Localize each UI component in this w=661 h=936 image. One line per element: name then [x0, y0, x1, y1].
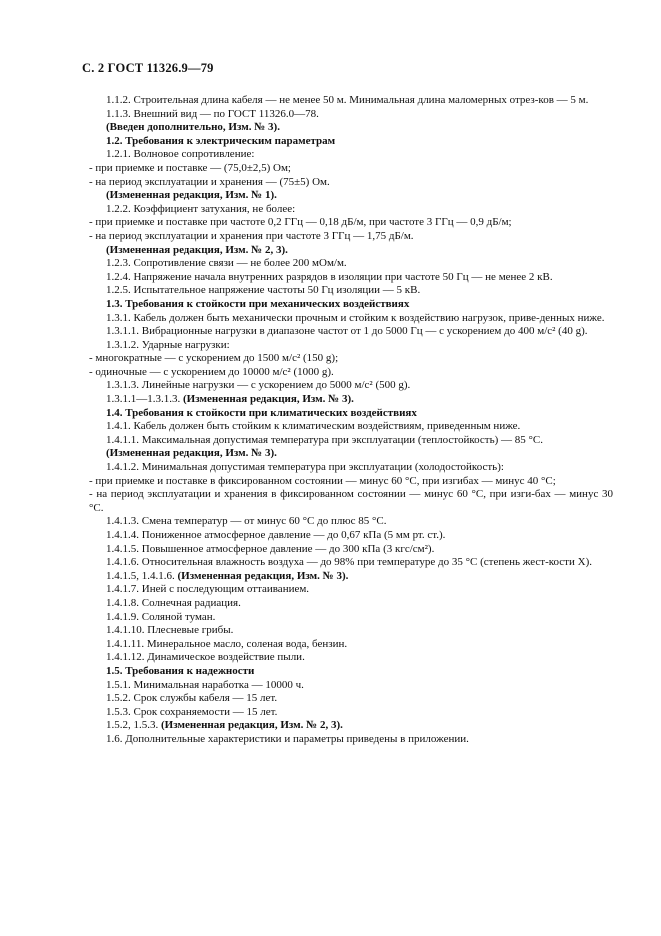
paragraph: 1.4.1.5, 1.4.1.6. (Измененная редакция, Изм. № 3).	[106, 569, 349, 582]
paragraph: 1.5.1. Минимальная наработка — 10000 ч.	[106, 678, 304, 691]
section-heading: 1.3. Требования к стойкости при механических воздействиях	[106, 297, 410, 310]
paragraph: 1.2.1. Волновое сопротивление:	[106, 148, 255, 161]
section-heading: (Измененная редакция, Изм. № 1).	[106, 189, 277, 202]
paragraph: - на период эксплуатации и хранения при частоте 3 ГГц — 1,75 дБ/м.	[89, 229, 414, 242]
amendment-note: (Измененная редакция, Изм. № 2, 3).	[161, 719, 343, 732]
paragraph: 1.4.1.6. Относительная влажность воздуха — до 98% при температуре до 35 °С (степень жест-кости X).	[106, 556, 592, 569]
paragraph: - одиночные — с ускорением до 10000 м/с² (1000 g).	[89, 365, 334, 378]
paragraph: - при приемке и поставке в фиксированном состоянии — минус 60 °С, при изгибах — минус 40 °С;	[89, 474, 556, 487]
paragraph: 1.4.1.9. Соляной туман.	[106, 610, 216, 623]
paragraph: 1.4.1.8. Солнечная радиация.	[106, 596, 241, 609]
paragraph: 1.4.1.1. Максимальная допустимая температура при эксплуатации (теплостойкость) — 85 °С.	[106, 433, 544, 446]
page-header: С. 2 ГОСТ 11326.9—79	[82, 61, 214, 75]
paragraph: 1.2.3. Сопротивление связи — не более 200 мОм/м.	[106, 257, 347, 270]
paragraph: 1.3.1.1. Вибрационные нагрузки в диапазоне частот от 1 до 5000 Гц — с ускорением до 400 м/с² (40 g).	[106, 325, 588, 338]
document-body	[89, 94, 613, 747]
paragraph: 1.4.1.2. Минимальная допустимая температура при эксплуатации (холодостойкость):	[106, 461, 504, 474]
paragraph: 1.2.5. Испытательное напряжение частоты 50 Гц изоляции — 5 кВ.	[106, 284, 421, 297]
paragraph: 1.3.1.1—1.3.1.3. (Измененная редакция, Изм. № 3).	[106, 393, 354, 406]
paragraph: 1.4.1.4. Пониженное атмосферное давление — до 0,67 кПа (5 мм рт. ст.).	[106, 529, 446, 541]
paragraph: - на период эксплуатации и хранения в фиксированном состоянии — минус 60 °С, при изги-бах — минус 30 °С.	[89, 488, 613, 514]
paragraph: - при приемке и поставке при частоте 0,2 ГГц — 0,18 дБ/м, при частоте 3 ГГц — 0,9 дБ/м;	[89, 216, 512, 229]
section-heading: 1.4. Требования к стойкости при климатических воздействиях	[106, 406, 417, 419]
paragraph: 1.4.1.10. Плесневые грибы.	[106, 624, 234, 637]
paragraph: 1.2.4. Напряжение начала внутренних разрядов в изоляции при частоте 50 Гц — не менее 2 кВ.	[106, 270, 553, 283]
paragraph: - при приемке и поставке — (75,0±2,5) Ом;	[89, 161, 291, 174]
paragraph: 1.1.3. Внешний вид — по ГОСТ 11326.0—78.	[106, 107, 319, 120]
paragraph: 1.5.2, 1.5.3. (Измененная редакция, Изм. № 2, 3).	[106, 719, 343, 732]
section-heading: 1.2. Требования к электрическим параметрам	[106, 134, 336, 147]
section-heading: (Введен дополнительно, Изм. № 3).	[106, 121, 280, 134]
paragraph: 1.5.2. Срок службы кабеля — 15 лет.	[106, 692, 278, 705]
paragraph: - многократные — с ускорением до 1500 м/с² (150 g);	[89, 352, 339, 365]
paragraph: 1.3.1.3. Линейные нагрузки — с ускорением до 5000 м/с² (500 g).	[106, 379, 411, 392]
section-heading: 1.5. Требования к надежности	[106, 664, 255, 677]
paragraph: 1.4.1.3. Смена температур — от минус 60 °С до плюс 85 °С.	[106, 515, 387, 528]
paragraph: 1.4.1.11. Минеральное масло, соленая вода, бензин.	[106, 637, 348, 650]
paragraph: 1.3.1. Кабель должен быть механически прочным и стойким к воздействию нагрузок, приве-денных ниже.	[106, 311, 605, 324]
amendment-note: (Измененная редакция, Изм. № 3).	[177, 569, 349, 582]
paragraph: 1.4.1.5. Повышенное атмосферное давление — до 300 кПа (3 кгс/см²).	[106, 542, 435, 555]
paragraph: 1.3.1.2. Ударные нагрузки:	[106, 338, 230, 351]
paragraph: 1.2.2. Коэффициент затухания, не более:	[106, 202, 296, 215]
paragraph: 1.5.3. Срок сохраняемости — 15 лет.	[106, 705, 278, 718]
paragraph: 1.1.2. Строительная длина кабеля — не менее 50 м. Минимальная длина маломерных отрез-ков — 5 м.	[106, 94, 589, 106]
paragraph: 1.6. Дополнительные характеристики и параметры приведены в приложении.	[106, 732, 469, 745]
section-heading: (Измененная редакция, Изм. № 2, 3).	[106, 243, 288, 256]
amendment-note: (Измененная редакция, Изм. № 3).	[183, 393, 354, 406]
paragraph: - на период эксплуатации и хранения — (75±5) Ом.	[89, 175, 330, 188]
paragraph: 1.4.1. Кабель должен быть стойким к климатическим воздействиям, приведенным ниже.	[106, 420, 521, 433]
paragraph: 1.4.1.12. Динамическое воздействие пыли.	[106, 651, 305, 664]
section-heading: (Измененная редакция, Изм. № 3).	[106, 447, 277, 460]
paragraph: 1.4.1.7. Иней с последующим оттаиванием.	[106, 583, 310, 596]
